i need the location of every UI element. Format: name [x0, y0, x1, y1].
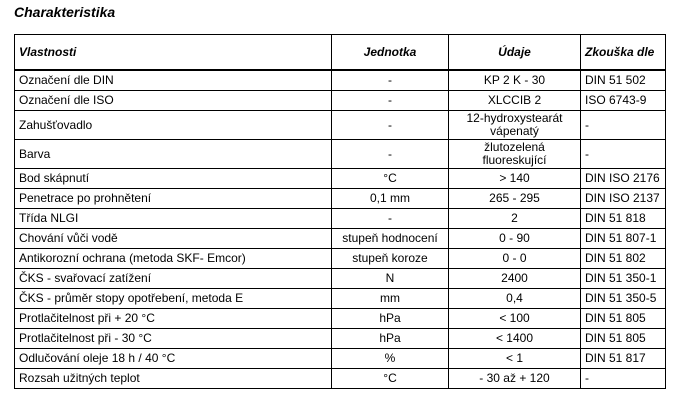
characteristics-table	[14, 34, 666, 389]
cell-property: Odlučování oleje 18 h / 40 °C	[15, 349, 332, 369]
cell-value: 2400	[449, 269, 581, 289]
table-row	[15, 349, 666, 369]
cell-value: 0 - 0	[449, 249, 581, 269]
table-row	[15, 169, 666, 189]
cell-test: DIN 51 817	[581, 349, 666, 369]
table-header-row	[15, 35, 666, 71]
cell-unit: hPa	[332, 309, 449, 329]
cell-unit: stupeň koroze	[332, 249, 449, 269]
cell-property: Třída NLGI	[15, 209, 332, 229]
table-row	[15, 91, 666, 111]
cell-value: < 1400	[449, 329, 581, 349]
cell-unit: °C	[332, 169, 449, 189]
cell-unit: °C	[332, 369, 449, 389]
cell-test: DIN ISO 2137	[581, 189, 666, 209]
cell-value: 12-hydroxystearát vápenatý	[449, 111, 581, 140]
cell-property: ČKS - svařovací zatížení	[15, 269, 332, 289]
cell-test: -	[581, 111, 666, 140]
cell-test: DIN 51 818	[581, 209, 666, 229]
cell-unit: -	[332, 91, 449, 111]
cell-property: Chování vůči vodě	[15, 229, 332, 249]
cell-test: DIN 51 802	[581, 249, 666, 269]
cell-test: DIN 51 350-5	[581, 289, 666, 309]
cell-property: Rozsah užitných teplot	[15, 369, 332, 389]
cell-property: Bod skápnutí	[15, 169, 332, 189]
cell-unit: N	[332, 269, 449, 289]
cell-value: žlutozelená fluoreskující	[449, 140, 581, 169]
cell-test: -	[581, 140, 666, 169]
header-value: Údaje	[449, 35, 581, 71]
cell-test: DIN 51 805	[581, 309, 666, 329]
cell-unit: 0,1 mm	[332, 189, 449, 209]
cell-value: 265 - 295	[449, 189, 581, 209]
table-row	[15, 329, 666, 349]
cell-property: ČKS - průměr stopy opotřebení, metoda E	[15, 289, 332, 309]
cell-value: > 140	[449, 169, 581, 189]
cell-test: DIN 51 807-1	[581, 229, 666, 249]
table-row	[15, 269, 666, 289]
cell-unit: stupeň hodnocení	[332, 229, 449, 249]
cell-unit: -	[332, 111, 449, 140]
header-unit: Jednotka	[332, 35, 449, 71]
cell-test: -	[581, 369, 666, 389]
cell-property: Penetrace po prohnětení	[15, 189, 332, 209]
cell-property: Označení dle ISO	[15, 91, 332, 111]
table-row	[15, 140, 666, 169]
cell-value: 2	[449, 209, 581, 229]
table-row	[15, 369, 666, 389]
table-row	[15, 249, 666, 269]
cell-value: < 1	[449, 349, 581, 369]
cell-value: XLCCIB 2	[449, 91, 581, 111]
cell-property: Barva	[15, 140, 332, 169]
cell-unit: hPa	[332, 329, 449, 349]
cell-value: < 100	[449, 309, 581, 329]
cell-unit: -	[332, 209, 449, 229]
cell-value: - 30 až + 120	[449, 369, 581, 389]
table-row	[15, 209, 666, 229]
cell-test: DIN ISO 2176	[581, 169, 666, 189]
cell-unit: -	[332, 140, 449, 169]
cell-value: KP 2 K - 30	[449, 70, 581, 91]
header-property: Vlastnosti	[15, 35, 332, 71]
cell-property: Protlačitelnost při - 30 °C	[15, 329, 332, 349]
cell-unit: %	[332, 349, 449, 369]
table-row	[15, 70, 666, 91]
table-row	[15, 309, 666, 329]
header-test: Zkouška dle	[581, 35, 666, 71]
cell-value: 0,4	[449, 289, 581, 309]
cell-test: DIN 51 350-1	[581, 269, 666, 289]
cell-value: 0 - 90	[449, 229, 581, 249]
table-row	[15, 189, 666, 209]
cell-test: DIN 51 502	[581, 70, 666, 91]
cell-property: Protlačitelnost při + 20 °C	[15, 309, 332, 329]
cell-property: Antikorozní ochrana (metoda SKF- Emcor)	[15, 249, 332, 269]
table-row	[15, 229, 666, 249]
cell-test: DIN 51 805	[581, 329, 666, 349]
cell-test: ISO 6743-9	[581, 91, 666, 111]
cell-unit: mm	[332, 289, 449, 309]
table-row	[15, 111, 666, 140]
table-row	[15, 289, 666, 309]
cell-unit: -	[332, 70, 449, 91]
section-title: Charakteristika	[14, 4, 116, 20]
cell-property: Zahušťovadlo	[15, 111, 332, 140]
cell-property: Označení dle DIN	[15, 70, 332, 91]
